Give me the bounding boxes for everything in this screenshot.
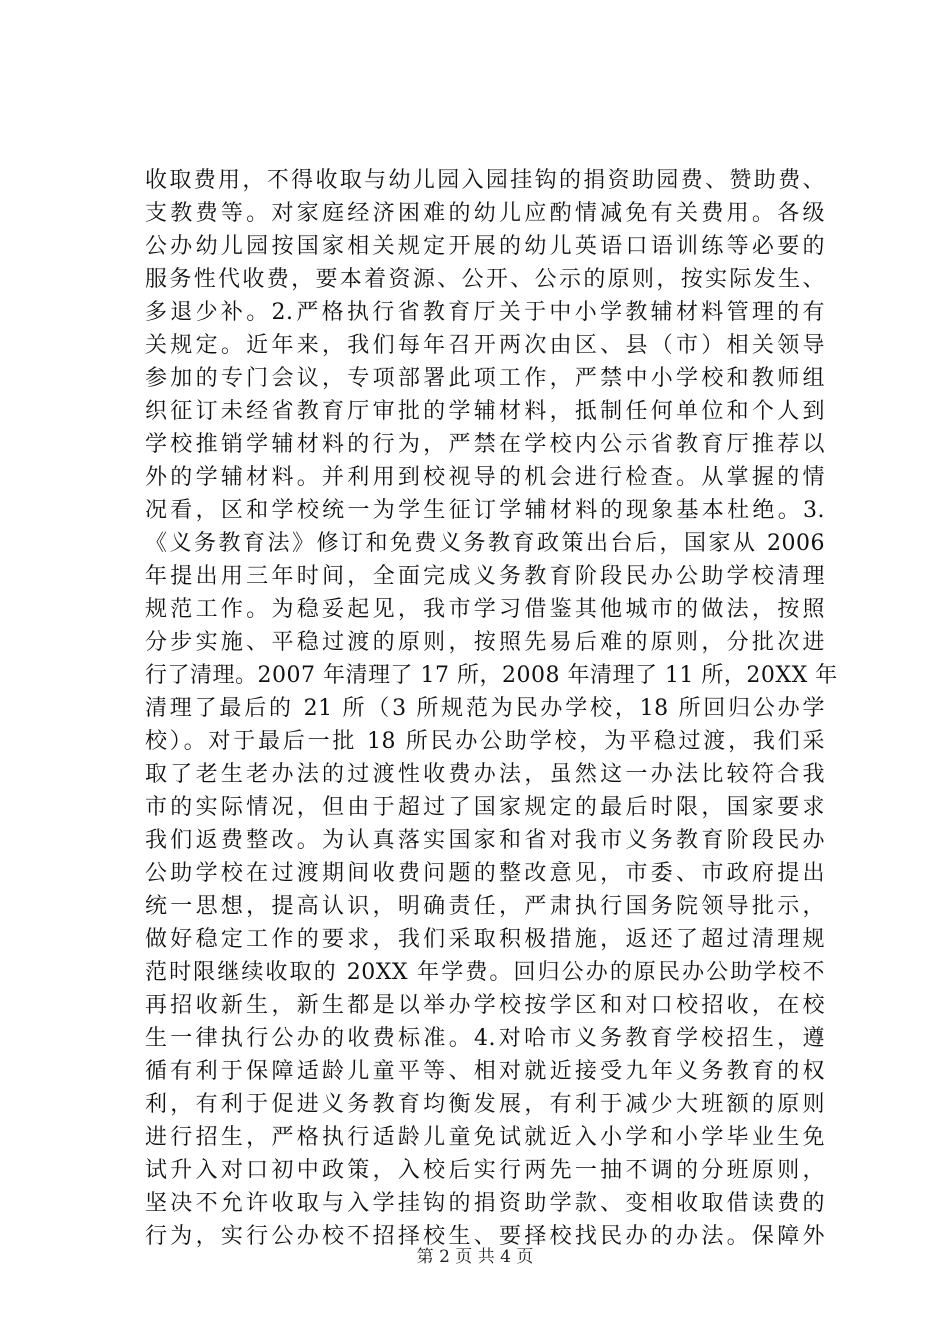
text-line: 规范工作。为稳妥起见，我市学习借鉴其他城市的做法，按照	[145, 597, 825, 622]
text-line: 我们返费整改。为认真落实国家和省对我市义务教育阶段民办	[145, 828, 825, 853]
text-line: 收取费用，不得收取与幼儿园入园挂钩的捐资助园费、赞助费、	[145, 168, 825, 193]
text-line: 统一思想，提高认识，明确责任，严肃执行国务院领导批示，	[145, 894, 825, 919]
text-line: 清理了最后的 21 所（3 所规范为民办学校，18 所回归公办学	[145, 696, 825, 721]
text-line: 公办幼儿园按国家相关规定开展的幼儿英语口语训练等必要的	[145, 234, 825, 259]
text-line: 行了清理。2007 年清理了 17 所，2008 年清理了 11 所，20XX 年	[145, 663, 838, 688]
text-line: 范时限继续收取的 20XX 年学费。回归公办的原民办公助学校不	[145, 960, 825, 985]
text-line: 生一律执行公办的收费标准。4.对哈市义务教育学校招生，遵	[145, 1026, 825, 1051]
text-line: 再招收新生，新生都是以举办学校按学区和对口校招收，在校	[145, 993, 825, 1018]
text-line: 多退少补。2.严格执行省教育厅关于中小学教辅材料管理的有	[145, 300, 825, 325]
text-line: 取了老生老办法的过渡性收费办法，虽然这一办法比较符合我	[145, 762, 825, 787]
text-line: 进行招生，严格执行适龄儿童免试就近入小学和小学毕业生免	[145, 1125, 825, 1150]
text-line: 《义务教育法》修订和免费义务教育政策出台后，国家从 2006	[145, 531, 825, 556]
text-line: 服务性代收费，要本着资源、公开、公示的原则，按实际发生、	[145, 267, 825, 292]
text-line: 市的实际情况，但由于超过了国家规定的最后时限，国家要求	[145, 795, 825, 820]
text-line: 年提出用三年时间，全面完成义务教育阶段民办公助学校清理	[145, 564, 825, 589]
text-line: 行为，实行公办校不招择校生、要择校找民办的办法。保障外	[145, 1224, 825, 1249]
text-line: 分步实施、平稳过渡的原则，按照先易后难的原则，分批次进	[145, 630, 825, 655]
text-line: 循有利于保障适龄儿童平等、相对就近接受九年义务教育的权	[145, 1059, 825, 1084]
text-line: 关规定。近年来，我们每年召开两次由区、县（市）相关领导	[145, 333, 825, 358]
text-line: 试升入对口初中政策，入校后实行两先一抽不调的分班原则，	[145, 1158, 825, 1183]
text-line: 利，有利于促进义务教育均衡发展，有利于减少大班额的原则	[145, 1092, 825, 1117]
text-line: 校）。对于最后一批 18 所民办公助学校，为平稳过渡，我们采	[145, 729, 825, 754]
text-line: 外的学辅材料。并利用到校视导的机会进行检查。从掌握的情	[145, 465, 825, 490]
body-text	[145, 164, 838, 1253]
text-line: 做好稳定工作的要求，我们采取积极措施，返还了超过清理规	[145, 927, 825, 952]
text-line: 坚决不允许收取与入学挂钩的捐资助学款、变相收取借读费的	[145, 1191, 825, 1216]
text-line: 况看，区和学校统一为学生征订学辅材料的现象基本杜绝。3.	[145, 498, 825, 523]
text-line: 织征订未经省教育厅审批的学辅材料，抵制任何单位和个人到	[145, 399, 825, 424]
text-line: 支教费等。对家庭经济困难的幼儿应酌情减免有关费用。各级	[145, 201, 825, 226]
text-line: 公助学校在过渡期间收费问题的整改意见，市委、市政府提出	[145, 861, 825, 886]
text-line: 参加的专门会议，专项部署此项工作，严禁中小学校和教师组	[145, 366, 825, 391]
text-line: 学校推销学辅材料的行为，严禁在学校内公示省教育厅推荐以	[145, 432, 825, 457]
page-number-footer: 第 2 页 共 4 页	[416, 1247, 534, 1267]
